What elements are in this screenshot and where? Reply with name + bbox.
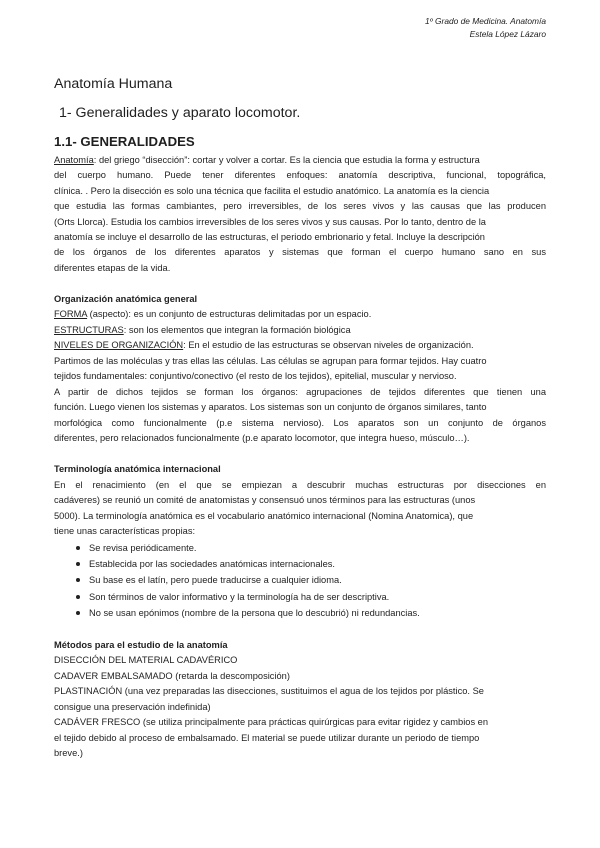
intro-line-4: que estudia las formas cambiantes, pero irreversibles, de los seres vivos y las causas que las producen <box>54 201 546 211</box>
niveles-term: NIVELES DE ORGANIZACIÓN <box>54 340 184 350</box>
term-line-3: 5000). La terminología anatómica es el vocabulario anatómico internacional (Nomina Anatomica), que <box>54 511 474 521</box>
header-author: Estela López Lázaro <box>469 29 546 39</box>
org-line-6: morfológica como funcionalmente (p.e sistema nervioso). Los aparatos son un conjunto de órganos <box>54 418 546 428</box>
org-line-4: A partir de dichos tejidos se forman los órganos: agrupaciones de tejidos diferentes que tienen una <box>54 387 546 397</box>
intro-term: Anatomía <box>54 155 94 165</box>
document-page: 1º Grado de Medicina. Anatomía Estela López Lázaro Anatomía Humana 1- Generalidades y aparato locomotor. 1.1- GENERALIDADES Anatomía: del griego “disección”: cortar y volver a cortar. Es la ciencia que estudia la forma y estructura del cuerpo humano. Puede tener diferentes enfoques: anatomía descriptiva, funcional, topográfica, clínica. . Pero la disección es solo una técnica que facilita el estudio anatómico. La anatomía es la ciencia que estudia las formas cambiantes, pero irreversibles, de los seres vivos y las causas que las producen (Orts Llorca). Estudia los cambios irreversibles de los seres vivos y sus causas. Por lo tanto, dentro de la anatomía se incluye el desarrollo de las estructuras, el periodo embrionario y fetal. Incluye la descripción de los órganos de los diferentes aparatos y sistemas que forman el cuerpo humano sano en sus diferentes etapas de la vida. Organización anatómica general FORMA (aspecto): es un conjunto de estructuras delimitadas por un espacio. ESTRUCTURAS: son los elementos que integran la formación biológica NIVELES DE ORGANIZACIÓN: En el estudio de las estructuras se observan niveles de organización. Partimos de las moléculas y tras ellas las células. Las células se agrupan para formar tejidos. Hay cuatro tejidos fundamentales: conjuntivo/conectivo (el resto de los tejidos), epitelial, muscular y nervioso. A partir de dichos tejidos se forman los órganos: agrupaciones de tejidos diferentes que tienen una función. Luego vienen los sistemas y aparatos. Los sistemas son un conjunto de órganos similares, tanto morfológica como funcionalmente (p.e sistema nervioso). Los aparatos son un conjunto de órganos diferentes, pero relacionados funcionalmente (p.e aparato locomotor, que integra hueso, músculo…). Terminología anatómica internacional En el renacimiento (en el que se empiezan a descubrir muchas estructuras por disecciones en cadáveres) se reunió un comité de anatomistas y consensuó unos términos para las estructuras (unos 5000). La terminología anatómica es el vocabulario anatómico internacional (Nomina Anatomica), que tiene unas características propias: Se revisa periódicamente. Establecida por las sociedades anatómicas internacionales. Su base es el latín, pero puede traducirse a cualquier idioma. Son términos de valor informativo y la terminología ha de ser descriptiva. No se usan epónimos (nombre de la persona que lo descubrió) ni redundancias. Métodos para el estudio de la anatomía DISECCIÓN DEL MATERIAL CADAVÉRICO CADAVER EMBALSAMADO (retarda la descomposición) PLASTINACIÓN (una vez preparadas las disecciones, sustituimos el agua de los tejidos por plástico. Se consigue una preservación indefinida) CADÁVER FRESCO (se utiliza principalmente para prácticas quirúrgicas para evitar rigidez y cambios en el tejido debido al proceso de embalsamado. El material se puede utilizar durante un periodo de tiempo breve.) <box>0 0 600 848</box>
bullet-icon <box>76 546 80 550</box>
intro-line-6: anatomía se incluye el desarrollo de las estructuras, el periodo embrionario y fetal. Incluye la descripción <box>54 232 485 242</box>
org-line-3: tejidos fundamentales: conjuntivo/conectivo (el resto de los tejidos), epitelial, muscular y nervioso. <box>54 371 457 381</box>
org-line-7: diferentes, pero relacionados funcionalmente (p.e aparato locomotor, que integra hueso, músculo…). <box>54 433 470 443</box>
bullet-icon <box>76 578 80 582</box>
bullet-icon <box>76 562 80 566</box>
method-plastinacion-line-2: consigue una preservación indefinida) <box>54 702 211 712</box>
method-diseccion: DISECCIÓN DEL MATERIAL CADAVÉRICO <box>54 655 238 665</box>
org-heading: Organización anatómica general <box>54 294 198 304</box>
org-forma-line: FORMA (aspecto): es un conjunto de estructuras delimitadas por un espacio. <box>54 309 372 319</box>
section-heading: 1.1- GENERALIDADES <box>54 134 195 149</box>
intro-line-7: de los órganos de los diferentes aparatos y sistemas que forman el cuerpo humano sano en sus <box>54 247 546 257</box>
org-line-5: función. Luego vienen los sistemas y aparatos. Los sistemas son un conjunto de órganos similares, tanto <box>54 402 487 412</box>
methods-heading: Métodos para el estudio de la anatomía <box>54 640 228 650</box>
chapter-title: 1- Generalidades y aparato locomotor. <box>59 105 301 121</box>
header-course: 1º Grado de Medicina. Anatomía <box>425 16 546 26</box>
org-niveles-line: NIVELES DE ORGANIZACIÓN: En el estudio de las estructuras se observan niveles de organización. <box>54 340 474 350</box>
term-line-2: cadáveres) se reunió un comité de anatomistas y consensuó unos términos para las estructuras (unos <box>54 495 476 505</box>
running-header <box>425 15 546 41</box>
intro-line-1: Anatomía: del griego “disección”: cortar y volver a cortar. Es la ciencia que estudia la forma y estructura <box>54 155 480 165</box>
method-embalsamado: CADAVER EMBALSAMADO (retarda la descomposición) <box>54 671 290 681</box>
intro-line-8: diferentes etapas de la vida. <box>54 263 171 273</box>
forma-term: FORMA <box>54 309 88 319</box>
intro-line-2: del cuerpo humano. Puede tener diferentes enfoques: anatomía descriptiva, funcional, topográfica, <box>54 170 546 180</box>
term-line-1: En el renacimiento (en el que se empiezan a descubrir muchas estructuras por disecciones en <box>54 480 546 490</box>
method-fresco-line-3: breve.) <box>54 748 83 758</box>
method-fresco-line-2: el tejido debido al proceso de embalsamado. El material se puede utilizar durante un periodo de tiempo <box>54 733 480 743</box>
method-fresco-line-1: CADÁVER FRESCO (se utiliza principalmente para prácticas quirúrgicas para evitar rigidez y cambios en <box>54 717 489 727</box>
method-plastinacion-line-1: PLASTINACIÓN (una vez preparadas las disecciones, sustituimos el agua de los tejidos por plástico. Se <box>54 686 484 696</box>
term-heading: Terminología anatómica internacional <box>54 464 221 474</box>
bullet-icon <box>76 611 80 615</box>
document-title: Anatomía Humana <box>54 76 173 92</box>
org-estructuras-line: ESTRUCTURAS: son los elementos que integran la formación biológica <box>54 325 351 335</box>
org-line-2: Partimos de las moléculas y tras ellas las células. Las células se agrupan para formar tejidos. Hay cuatro <box>54 356 487 366</box>
intro-line-3: clínica. . Pero la disección es solo una técnica que facilita el estudio anatómico. La anatomía es la ciencia <box>54 186 490 196</box>
estructuras-term: ESTRUCTURAS <box>54 325 124 335</box>
intro-line-5: (Orts Llorca). Estudia los cambios irreversibles de los seres vivos y sus causas. Por lo tanto, dentro de la <box>54 217 486 227</box>
term-line-4: tiene unas características propias: <box>54 526 196 536</box>
bullet-icon <box>76 595 80 599</box>
